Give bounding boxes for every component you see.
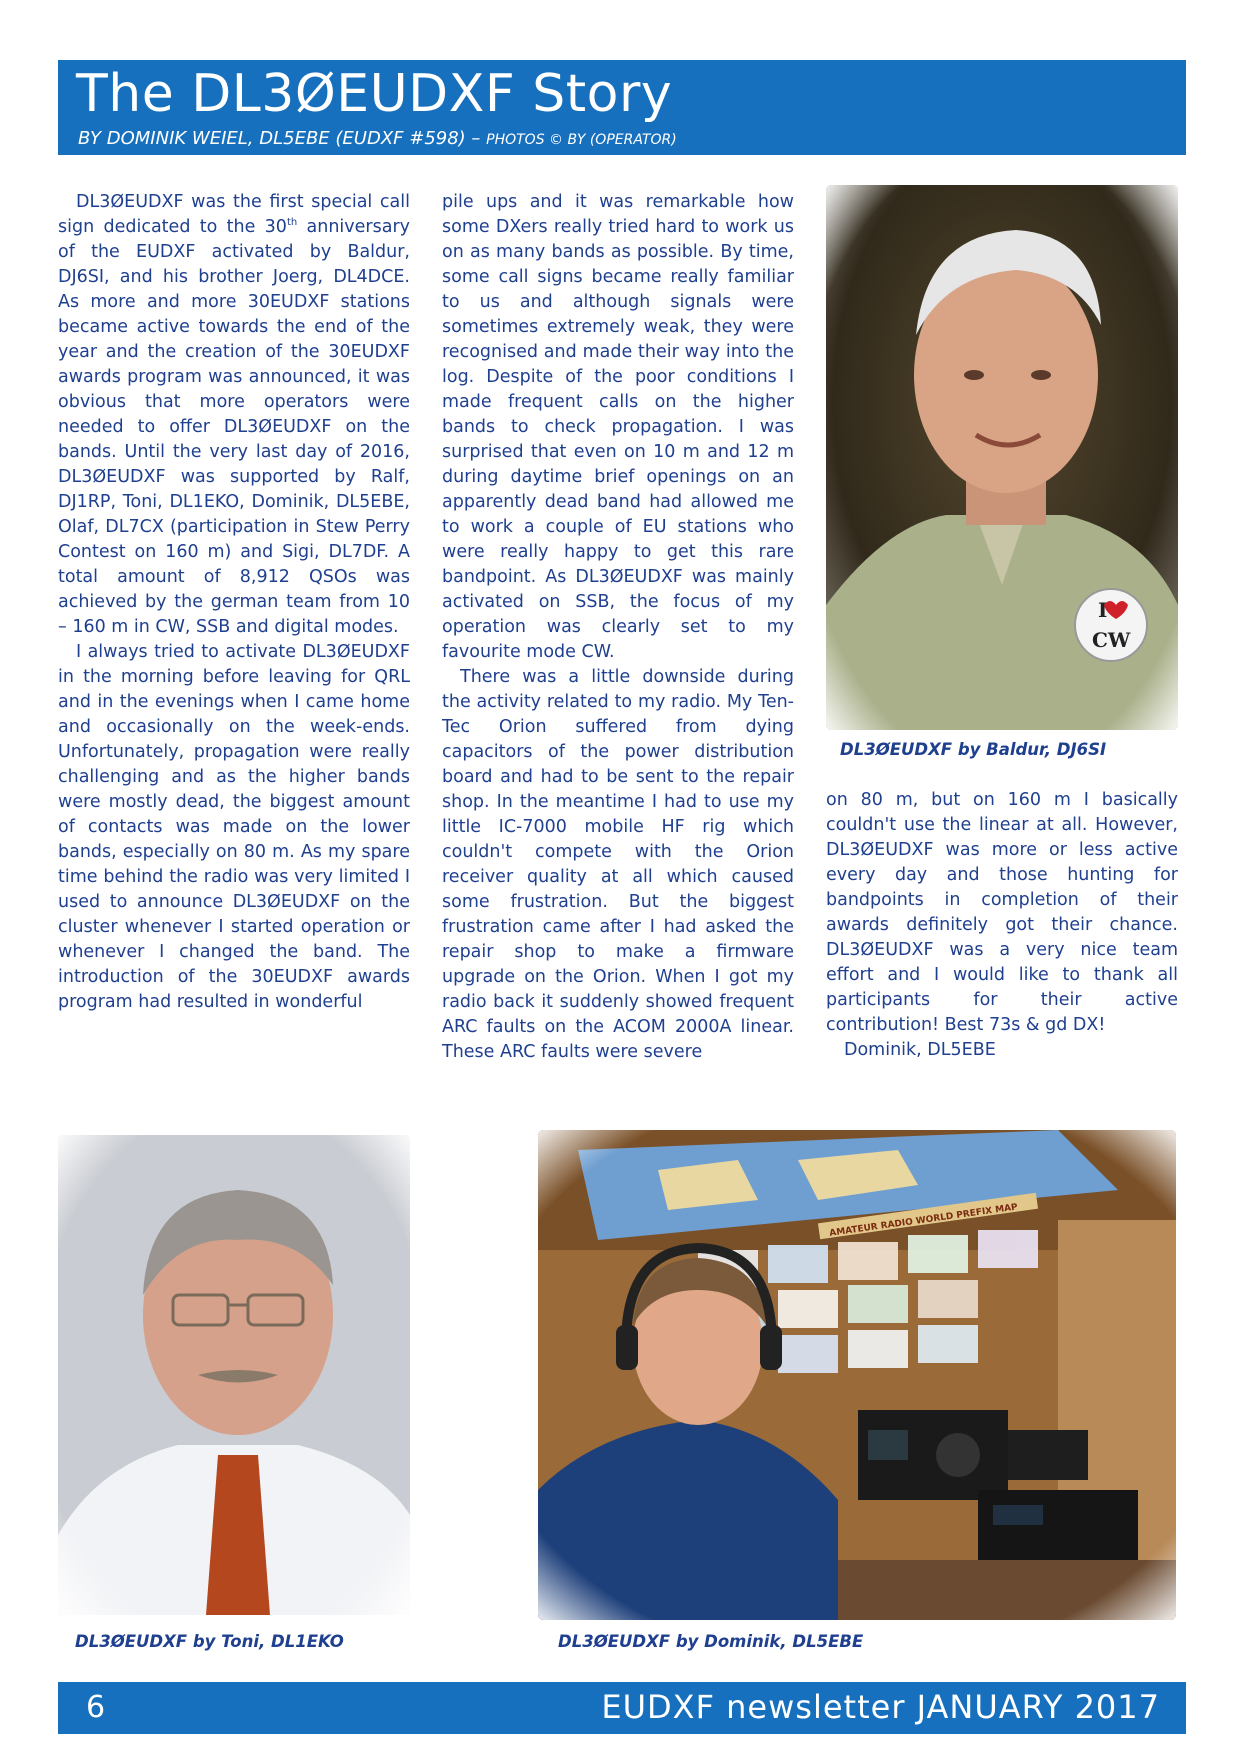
- article-paragraph: pile ups and it was remarkable how some DXers really tried hard to work us on as many bands as possible. By time, some call signs became really familiar to us and although signals were sometimes extremely weak, they were recognised and made their way into the log. Despite of the poor conditions I made frequent calls on the higher bands to check propagation. I was surprised that even on 10 m and 12 m during daytime brief openings on an apparently dead band had allowed me to work a couple of EU stations who were really happy to get this rare bandpoint. As DL3ØEUDXF was mainly activated on SSB, the focus of my operation was clearly set to my favourite mode CW.: [442, 192, 794, 662]
- superscript: th: [286, 217, 298, 229]
- article-paragraph: [58, 190, 410, 640]
- signature: Dominik, DL5EBE: [844, 1040, 996, 1060]
- photo-dominik: [538, 1130, 1176, 1620]
- photo-toni: [58, 1135, 410, 1615]
- page-number: 6: [86, 1690, 106, 1725]
- article-column-2: [442, 190, 794, 1065]
- caption-dominik: DL3ØEUDXF by Dominik, DL5EBE: [558, 1632, 864, 1651]
- shack-dominik-image: [538, 1130, 1176, 1620]
- article-paragraph: on 80 m, but on 160 m I basically couldn't use the linear at all. However, DL3ØEUDXF was more or less active every day and those hunting for bandpoints in completion of their awards definitely got their chance. DL3ØEUDXF was a very nice team effort and I would like to thank all participants for their active contribution! Best 73s & gd DX!: [826, 790, 1178, 1035]
- portrait-toni-image: [58, 1135, 410, 1615]
- caption-baldur: DL3ØEUDXF by Baldur, DJ6SI: [840, 740, 1107, 759]
- article-column-1: [58, 190, 410, 1015]
- paragraph-text: anniversary of the EUDXF activated by Baldur, DJ6SI, and his brother Joerg, DL4DCE. As more and more 30EUDXF stations became active towards the end of the year and the creation of the 30EUDXF awards program was announced, it was obvious that more operators were needed to offer DL3ØEUDXF on the bands. Until the very last day of 2016, DL3ØEUDXF was supported by Ralf, DJ1RP, Toni, DL1EKO, Dominik, DL5EBE, Olaf, DL7CX (participation in Stew Perry Contest on 160 m) and Sigi, DL7DF. A total amount of 8,912 QSOs was achieved by the german team from 10 – 160 m in CW, SSB and digital modes.: [58, 217, 410, 637]
- newsletter-title: EUDXF newsletter JANUARY 2017: [601, 1688, 1160, 1726]
- caption-toni: DL3ØEUDXF by Toni, DL1EKO: [75, 1632, 344, 1651]
- byline: [78, 128, 677, 149]
- byline-author: BY DOMINIK WEIEL, DL5EBE (EUDXF #598) –: [78, 128, 487, 149]
- article-paragraph: There was a little downside during the activity related to my radio. My Ten-Tec Orion suffered from dying capacitors of the power distribution board and had to be sent to the repair shop. In the meantime I had to use my little IC-7000 mobile HF rig which couldn't compete with the Orion receiver quality at all which caused some frustration. But the biggest frustration came after I had asked the repair shop to make a firmware upgrade on the Orion. When I got my radio back it suddenly showed frequent ARC faults on the ACOM 2000A linear. These ARC faults were severe: [442, 667, 794, 1062]
- photo-baldur: [826, 185, 1178, 730]
- page-title: The DL3ØEUDXF Story: [76, 64, 673, 124]
- footer-banner: [58, 1682, 1186, 1734]
- paragraph-text: DL3ØEUDXF was the first special call sign dedicated to the 30: [58, 192, 410, 237]
- article-column-3: [826, 788, 1178, 1063]
- header-banner: [58, 60, 1186, 155]
- byline-photos: PHOTOS © BY (OPERATOR): [486, 132, 677, 148]
- article-paragraph: I always tried to activate DL3ØEUDXF in the morning before leaving for QRL and in the evenings when I came home and occasionally on the week-ends. Unfortunately, propagation were really challenging and as the higher bands were mostly dead, the biggest amount of contacts was made on the lower bands, especially on 80 m. As my spare time behind the radio was very limited I used to announce DL3ØEUDXF on the cluster whenever I started operation or whenever I changed the band. The introduction of the 30EUDXF awards program had resulted in wonderful: [58, 642, 410, 1012]
- portrait-baldur-image: [826, 185, 1178, 730]
